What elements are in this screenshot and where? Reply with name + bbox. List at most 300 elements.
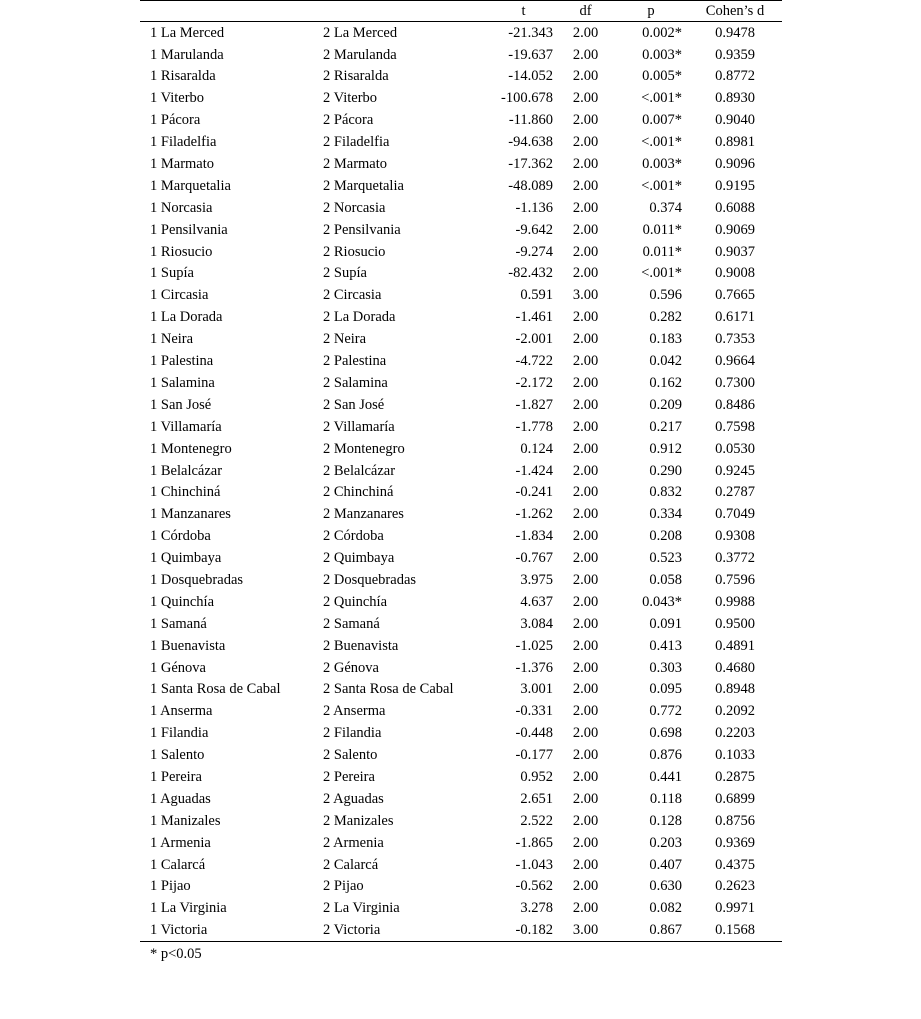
cohens-d-cell: 0.9664	[715, 353, 755, 370]
df-cell: 2.00	[572, 46, 599, 63]
df-cell: 2.00	[572, 374, 599, 391]
p-value-cell: 0.876	[649, 747, 682, 764]
measure-1-cell: 1 Pácora	[150, 112, 201, 129]
p-value-cell: 0.118	[649, 790, 682, 807]
p-value-cell: 0.082	[649, 900, 682, 917]
measure-2-cell: 2 Norcasia	[323, 199, 386, 216]
measure-2-cell: 2 Victoria	[323, 920, 490, 942]
t-value-cell: -0.448	[515, 725, 553, 742]
table-row	[140, 679, 782, 701]
measure-2-cell: 2 Filadelfia	[323, 134, 390, 151]
results-table-container	[140, 0, 782, 963]
table-row	[140, 394, 782, 416]
cohens-d-cell: 0.9245	[715, 462, 755, 479]
measure-2-cell: 2 Pensilvania	[323, 221, 401, 238]
cohens-d-cell: 0.1033	[715, 747, 755, 764]
measure-1-cell: 1 La Merced	[150, 24, 225, 41]
measure-2-cell: 2 Riosucio	[323, 243, 386, 260]
measure-2-cell: 2 Salento	[323, 747, 378, 764]
measure-1-cell: 1 Pensilvania	[150, 221, 228, 238]
cohens-d-cell: 0.8756	[715, 812, 755, 829]
measure-1-cell: 1 San José	[150, 396, 212, 413]
df-cell: 2.00	[572, 550, 599, 567]
table-row	[140, 153, 782, 175]
p-value-cell: <.001*	[641, 134, 682, 151]
p-value-cell: 0.290	[649, 462, 682, 479]
table-row	[140, 482, 782, 504]
df-cell: 2.00	[572, 90, 599, 107]
cohens-d-cell: 0.6088	[715, 199, 755, 216]
cohens-d-cell: 0.9500	[715, 615, 755, 632]
measure-1-cell: 1 Anserma	[150, 703, 213, 720]
measure-1-cell: 1 Neira	[150, 331, 194, 348]
df-cell: 3.00	[557, 920, 614, 942]
measure-1-cell: 1 Salento	[150, 747, 205, 764]
measure-1-cell: 1 Manizales	[150, 812, 221, 829]
t-value-cell: -9.274	[515, 243, 553, 260]
p-value-cell: 0.007*	[642, 112, 682, 129]
t-value-cell: 2.522	[520, 812, 553, 829]
p-value-cell: 0.058	[649, 571, 682, 588]
p-value-cell: 0.217	[649, 418, 682, 435]
measure-2-cell: 2 Marmato	[323, 156, 388, 173]
t-value-cell: -94.638	[508, 134, 553, 151]
table-row	[140, 635, 782, 657]
cohens-d-cell: 0.6899	[715, 790, 755, 807]
table-row	[140, 525, 782, 547]
measure-1-cell: 1 Marmato	[150, 156, 215, 173]
t-value-cell: -48.089	[508, 177, 553, 194]
p-value-cell: 0.042	[649, 353, 682, 370]
table-row	[140, 810, 782, 832]
cohens-d-cell: 0.0530	[715, 440, 755, 457]
cohens-d-cell: 0.9040	[715, 112, 755, 129]
df-cell: 2.00	[572, 768, 599, 785]
measure-2-cell: 2 Córdoba	[323, 528, 384, 545]
df-cell: 2.00	[572, 134, 599, 151]
cohens-d-cell: 0.9971	[715, 900, 755, 917]
measure-1-cell: 1 Dosquebradas	[150, 571, 244, 588]
table-row	[140, 744, 782, 766]
measure-1-cell: 1 Supía	[150, 265, 194, 282]
measure-2-cell: 2 Aguadas	[323, 790, 384, 807]
df-cell: 2.00	[572, 68, 599, 85]
p-value-cell: 0.209	[649, 396, 682, 413]
df-cell: 2.00	[572, 812, 599, 829]
measure-1-cell: 1 Belalcázar	[150, 462, 223, 479]
t-value-cell: -1.043	[515, 856, 553, 873]
p-value-cell: 0.128	[649, 812, 682, 829]
measure-1-cell: 1 Marulanda	[150, 46, 224, 63]
header-p: p	[614, 1, 688, 22]
p-value-cell: 0.091	[649, 615, 682, 632]
df-cell: 2.00	[572, 331, 599, 348]
t-value-cell: -17.362	[508, 156, 553, 173]
table-row	[140, 22, 782, 44]
measure-2-cell: 2 Dosquebradas	[323, 571, 417, 588]
df-cell: 2.00	[572, 199, 599, 216]
t-value-cell: -1.262	[515, 506, 553, 523]
cohens-d-cell: 0.8948	[715, 681, 755, 698]
table-row	[140, 241, 782, 263]
cohens-d-cell: 0.8772	[715, 68, 755, 85]
measure-2-cell: 2 Anserma	[323, 703, 386, 720]
p-value-cell: <.001*	[641, 265, 682, 282]
cohens-d-cell: 0.8486	[715, 396, 755, 413]
t-value-cell: -1.136	[515, 199, 553, 216]
measure-1-cell: 1 Filandia	[150, 725, 209, 742]
cohens-d-cell: 0.8930	[715, 90, 755, 107]
table-row	[140, 131, 782, 153]
table-row	[140, 263, 782, 285]
measure-1-cell: 1 Norcasia	[150, 199, 213, 216]
table-row	[140, 504, 782, 526]
measure-2-cell: 2 Manzanares	[323, 506, 404, 523]
p-value-cell: 0.183	[649, 331, 682, 348]
df-cell: 2.00	[572, 725, 599, 742]
t-value-cell: -0.177	[515, 747, 553, 764]
measure-1-cell: 1 Riosucio	[150, 243, 213, 260]
p-value-cell: 0.282	[649, 309, 682, 326]
measure-2-cell: 2 San José	[323, 396, 385, 413]
measure-1-cell: 1 Circasia	[150, 287, 209, 304]
measure-1-cell: 1 Chinchiná	[150, 484, 221, 501]
table-row	[140, 350, 782, 372]
table-row	[140, 219, 782, 241]
cohens-d-cell: 0.2623	[715, 878, 755, 895]
header-measure-2	[323, 1, 490, 22]
cohens-d-cell: 0.4680	[715, 659, 755, 676]
measure-2-cell: 2 Neira	[323, 331, 367, 348]
t-value-cell: -1.424	[515, 462, 553, 479]
table-row	[140, 175, 782, 197]
p-value-cell: 0.162	[649, 374, 682, 391]
p-value-cell: 0.630	[649, 878, 682, 895]
measure-1-cell: 1 Marquetalia	[150, 177, 231, 194]
p-value-cell: 0.832	[649, 484, 682, 501]
p-value-cell: <.001*	[641, 90, 682, 107]
table-row	[140, 920, 782, 942]
table-row	[140, 44, 782, 66]
df-cell: 2.00	[572, 747, 599, 764]
t-value-cell: 3.084	[520, 615, 553, 632]
measure-2-cell: 2 La Dorada	[323, 309, 396, 326]
cohens-d-cell: 0.9195	[715, 177, 755, 194]
cohens-d-cell: 0.9369	[715, 834, 755, 851]
measure-2-cell: 2 Samaná	[323, 615, 380, 632]
cohens-d-cell: 0.7665	[715, 287, 755, 304]
p-value-cell: 0.003*	[642, 46, 682, 63]
table-row	[140, 110, 782, 132]
measure-1-cell: 1 Manzanares	[150, 506, 231, 523]
t-value-cell: 0.952	[520, 768, 553, 785]
measure-1-cell: 1 Santa Rosa de Cabal	[150, 681, 281, 698]
table-row	[140, 766, 782, 788]
table-header	[140, 1, 782, 22]
table-row	[140, 569, 782, 591]
table-body	[140, 22, 782, 942]
header-row	[140, 1, 782, 22]
p-value-cell: 0.374	[649, 199, 682, 216]
measure-2-cell: 2 Chinchiná	[323, 484, 394, 501]
measure-2-cell: 2 Marulanda	[323, 46, 397, 63]
cohens-d-cell: 0.2092	[715, 703, 755, 720]
t-value-cell: -1.778	[515, 418, 553, 435]
table-row	[140, 197, 782, 219]
measure-2-cell: 2 Pijao	[323, 878, 364, 895]
measure-1-cell: 1 Armenia	[150, 834, 211, 851]
measure-1-cell: 1 Montenegro	[150, 440, 232, 457]
df-cell: 2.00	[572, 834, 599, 851]
df-cell: 2.00	[572, 462, 599, 479]
measure-1-cell: 1 Pereira	[150, 768, 202, 785]
table-row	[140, 416, 782, 438]
t-value-cell: -9.642	[515, 221, 553, 238]
df-cell: 2.00	[572, 637, 599, 654]
measure-2-cell: 2 Pereira	[323, 768, 375, 785]
measure-2-cell: 2 Buenavista	[323, 637, 399, 654]
df-cell: 2.00	[572, 900, 599, 917]
t-value-cell: -21.343	[508, 24, 553, 41]
t-value-cell: -1.025	[515, 637, 553, 654]
measure-2-cell: 2 Salamina	[323, 374, 388, 391]
measure-2-cell: 2 Quimbaya	[323, 550, 395, 567]
cohens-d-cell: 0.9308	[715, 528, 755, 545]
measure-1-cell: 1 Filadelfia	[150, 134, 217, 151]
measure-1-cell: 1 Samaná	[150, 615, 207, 632]
p-value-cell: 0.698	[649, 725, 682, 742]
t-value-cell: -2.001	[515, 331, 553, 348]
table-row	[140, 372, 782, 394]
footnote: * p<0.05	[150, 946, 202, 963]
cohens-d-cell: 0.9478	[715, 24, 755, 41]
t-value-cell: -0.241	[515, 484, 553, 501]
cohens-d-cell: 0.8981	[715, 134, 755, 151]
df-cell: 2.00	[572, 593, 599, 610]
p-value-cell: 0.334	[649, 506, 682, 523]
df-cell: 2.00	[572, 353, 599, 370]
p-value-cell: 0.413	[649, 637, 682, 654]
paired-t-test-table	[140, 0, 782, 942]
t-value-cell: 2.651	[520, 790, 553, 807]
table-row	[140, 591, 782, 613]
cohens-d-cell: 0.9037	[715, 243, 755, 260]
p-value-cell: 0.867	[614, 920, 688, 942]
p-value-cell: 0.523	[649, 550, 682, 567]
table-row	[140, 876, 782, 898]
measure-1-cell: 1 Villamaría	[150, 418, 222, 435]
table-row	[140, 307, 782, 329]
cohens-d-cell: 0.9096	[715, 156, 755, 173]
cohens-d-cell: 0.3772	[715, 550, 755, 567]
t-value-cell: -82.432	[508, 265, 553, 282]
measure-2-cell: 2 Santa Rosa de Cabal	[323, 681, 454, 698]
measure-2-cell: 2 Marquetalia	[323, 177, 404, 194]
p-value-cell: 0.043*	[642, 593, 682, 610]
t-value-cell: 3.001	[520, 681, 553, 698]
measure-1-cell: 1 Viterbo	[150, 90, 205, 107]
measure-1-cell: 1 Palestina	[150, 353, 214, 370]
measure-2-cell: 2 La Virginia	[323, 900, 400, 917]
df-cell: 2.00	[572, 571, 599, 588]
measure-1-cell: 1 Quinchía	[150, 593, 215, 610]
table-row	[140, 547, 782, 569]
df-cell: 2.00	[572, 112, 599, 129]
cohens-d-cell: 0.2875	[715, 768, 755, 785]
cohens-d-cell: 0.7049	[715, 506, 755, 523]
p-value-cell: 0.095	[649, 681, 682, 698]
df-cell: 2.00	[572, 703, 599, 720]
measure-2-cell: 2 Quinchía	[323, 593, 388, 610]
df-cell: 2.00	[572, 221, 599, 238]
table-row	[140, 66, 782, 88]
df-cell: 2.00	[572, 396, 599, 413]
table-row	[140, 88, 782, 110]
df-cell: 2.00	[572, 156, 599, 173]
cohens-d-cell: 0.2203	[715, 725, 755, 742]
measure-2-cell: 2 Viterbo	[323, 90, 378, 107]
df-cell: 2.00	[572, 418, 599, 435]
measure-2-cell: 2 Pácora	[323, 112, 374, 129]
t-value-cell: 3.975	[520, 571, 553, 588]
cohens-d-cell: 0.7598	[715, 418, 755, 435]
p-value-cell: 0.772	[649, 703, 682, 720]
measure-2-cell: 2 Palestina	[323, 353, 387, 370]
t-value-cell: -1.376	[515, 659, 553, 676]
df-cell: 2.00	[572, 878, 599, 895]
measure-2-cell: 2 Circasia	[323, 287, 382, 304]
table-row	[140, 285, 782, 307]
t-value-cell: 0.591	[520, 287, 553, 304]
measure-1-cell: 1 Calarcá	[150, 856, 206, 873]
table-row	[140, 788, 782, 810]
t-value-cell: -4.722	[515, 353, 553, 370]
cohens-d-cell: 0.9988	[715, 593, 755, 610]
p-value-cell: 0.596	[649, 287, 682, 304]
measure-2-cell: 2 Risaralda	[323, 68, 389, 85]
df-cell: 2.00	[572, 681, 599, 698]
measure-2-cell: 2 Génova	[323, 659, 379, 676]
table-row	[140, 460, 782, 482]
measure-1-cell: 1 Génova	[150, 659, 206, 676]
cohens-d-cell: 0.7300	[715, 374, 755, 391]
t-value-cell: 3.278	[520, 900, 553, 917]
p-value-cell: 0.002*	[642, 24, 682, 41]
cohens-d-cell: 0.9069	[715, 221, 755, 238]
df-cell: 3.00	[572, 287, 599, 304]
p-value-cell: <.001*	[641, 177, 682, 194]
table-row	[140, 438, 782, 460]
p-value-cell: 0.003*	[642, 156, 682, 173]
cohens-d-cell: 0.9359	[715, 46, 755, 63]
measure-1-cell: 1 La Dorada	[150, 309, 223, 326]
t-value-cell: -0.767	[515, 550, 553, 567]
table-row	[140, 613, 782, 635]
cohens-d-cell: 0.4891	[715, 637, 755, 654]
table-row	[140, 328, 782, 350]
measure-2-cell: 2 Villamaría	[323, 418, 395, 435]
df-cell: 2.00	[572, 243, 599, 260]
measure-2-cell: 2 Supía	[323, 265, 367, 282]
df-cell: 2.00	[572, 659, 599, 676]
p-value-cell: 0.407	[649, 856, 682, 873]
cohens-d-cell: 0.4375	[715, 856, 755, 873]
t-value-cell: -1.834	[515, 528, 553, 545]
measure-1-cell: 1 Quimbaya	[150, 550, 222, 567]
t-value-cell: -0.562	[515, 878, 553, 895]
p-value-cell: 0.011*	[642, 221, 682, 238]
t-value-cell: -11.860	[508, 112, 553, 129]
t-value-cell: -1.827	[515, 396, 553, 413]
p-value-cell: 0.005*	[642, 68, 682, 85]
measure-1-cell: 1 Córdoba	[150, 528, 211, 545]
cohens-d-cell: 0.7596	[715, 571, 755, 588]
p-value-cell: 0.203	[649, 834, 682, 851]
header-cohens-d: Cohen’s d	[688, 1, 782, 22]
header-t: t	[490, 1, 557, 22]
df-cell: 2.00	[572, 265, 599, 282]
df-cell: 2.00	[572, 484, 599, 501]
df-cell: 2.00	[572, 506, 599, 523]
table-row	[140, 723, 782, 745]
measure-2-cell: 2 Manizales	[323, 812, 394, 829]
df-cell: 2.00	[572, 856, 599, 873]
t-value-cell: -0.182	[490, 920, 557, 942]
t-value-cell: 0.124	[520, 440, 553, 457]
df-cell: 2.00	[572, 440, 599, 457]
t-value-cell: -14.052	[508, 68, 553, 85]
table-row	[140, 854, 782, 876]
measure-1-cell: 1 Salamina	[150, 374, 215, 391]
p-value-cell: 0.912	[649, 440, 682, 457]
t-value-cell: -2.172	[515, 374, 553, 391]
df-cell: 2.00	[572, 528, 599, 545]
measure-1-cell: 1 Buenavista	[150, 637, 226, 654]
df-cell: 2.00	[572, 790, 599, 807]
measure-2-cell: 2 Armenia	[323, 834, 384, 851]
cohens-d-cell: 0.6171	[715, 309, 755, 326]
df-cell: 2.00	[572, 615, 599, 632]
t-value-cell: -1.865	[515, 834, 553, 851]
measure-2-cell: 2 La Merced	[323, 24, 398, 41]
measure-1-cell: 1 Pijao	[150, 878, 191, 895]
measure-1-cell: 1 Aguadas	[150, 790, 211, 807]
header-df: df	[557, 1, 614, 22]
cohens-d-cell: 0.9008	[715, 265, 755, 282]
t-value-cell: -100.678	[501, 90, 553, 107]
t-value-cell: 4.637	[520, 593, 553, 610]
cohens-d-cell: 0.1568	[688, 920, 782, 942]
df-cell: 2.00	[572, 177, 599, 194]
df-cell: 2.00	[572, 309, 599, 326]
p-value-cell: 0.441	[649, 768, 682, 785]
cohens-d-cell: 0.7353	[715, 331, 755, 348]
header-measure-1	[140, 1, 323, 22]
p-value-cell: 0.011*	[642, 243, 682, 260]
t-value-cell: -1.461	[515, 309, 553, 326]
table-row	[140, 657, 782, 679]
p-value-cell: 0.303	[649, 659, 682, 676]
measure-2-cell: 2 Montenegro	[323, 440, 405, 457]
measure-1-cell: 1 La Virginia	[150, 900, 227, 917]
measure-1-cell: 1 Victoria	[140, 920, 323, 942]
measure-2-cell: 2 Calarcá	[323, 856, 379, 873]
p-value-cell: 0.208	[649, 528, 682, 545]
measure-2-cell: 2 Filandia	[323, 725, 382, 742]
measure-1-cell: 1 Risaralda	[150, 68, 216, 85]
cohens-d-cell: 0.2787	[715, 484, 755, 501]
table-row	[140, 898, 782, 920]
